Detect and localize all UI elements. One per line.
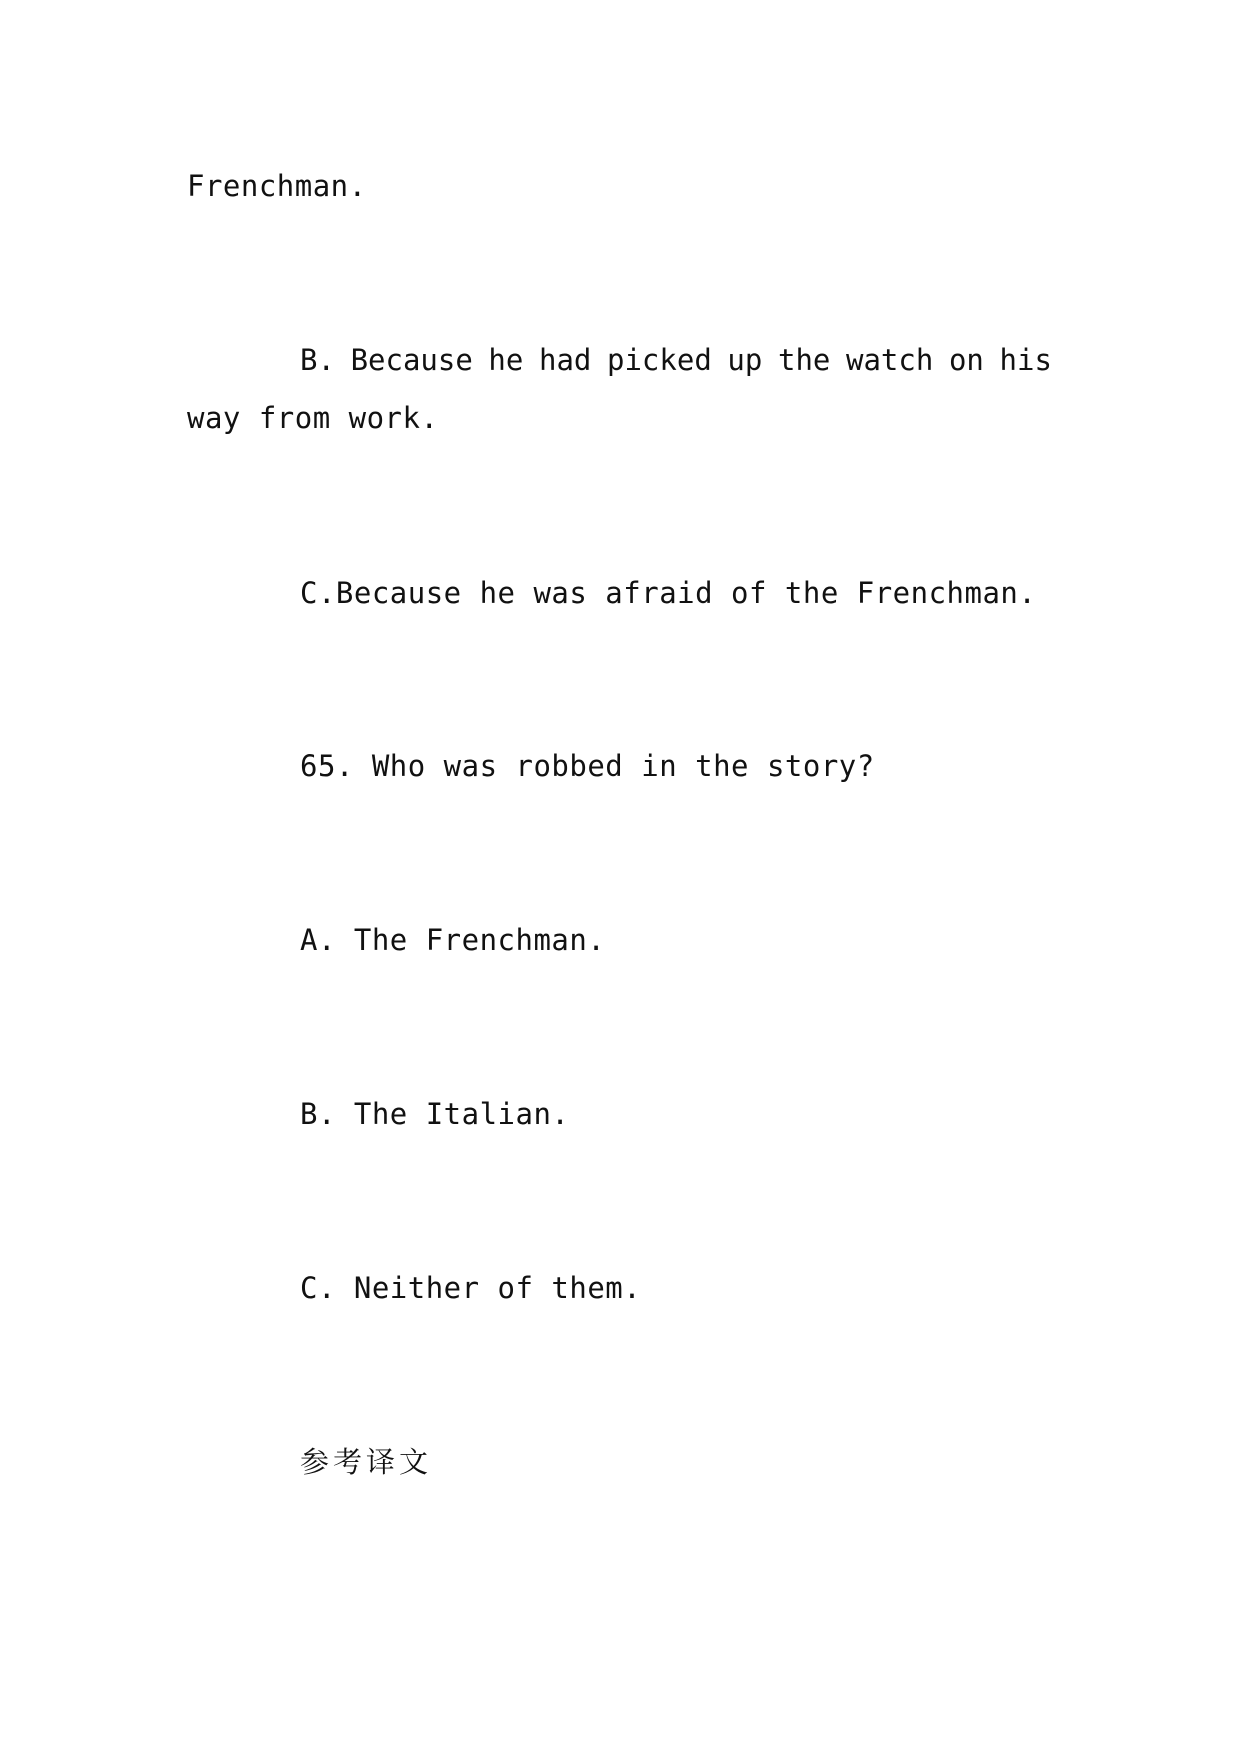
word: on [948,343,984,377]
word: watch [846,343,934,377]
q65-question: 65. Who was robbed in the story? [300,749,875,783]
section-heading: 参考译文 [300,1445,433,1479]
word: the [777,343,831,377]
q65-option-b: B. The Italian. [300,1097,570,1131]
word: B. [300,343,335,377]
word: had [538,343,592,377]
word: up [727,343,763,377]
word: he [488,343,524,377]
word: his [999,343,1052,377]
q64-option-b-line1 [300,342,1052,378]
q65-option-c: C. Neither of them. [300,1271,642,1305]
q64-option-b-line2: way from work. [187,401,439,435]
q65-option-a: A. The Frenchman. [300,923,606,957]
q64-option-c: C.Because he was afraid of the Frenchman. [300,576,1037,610]
word: picked [607,343,712,377]
continuation-line: Frenchman. [187,169,367,203]
word: Because [350,343,473,377]
